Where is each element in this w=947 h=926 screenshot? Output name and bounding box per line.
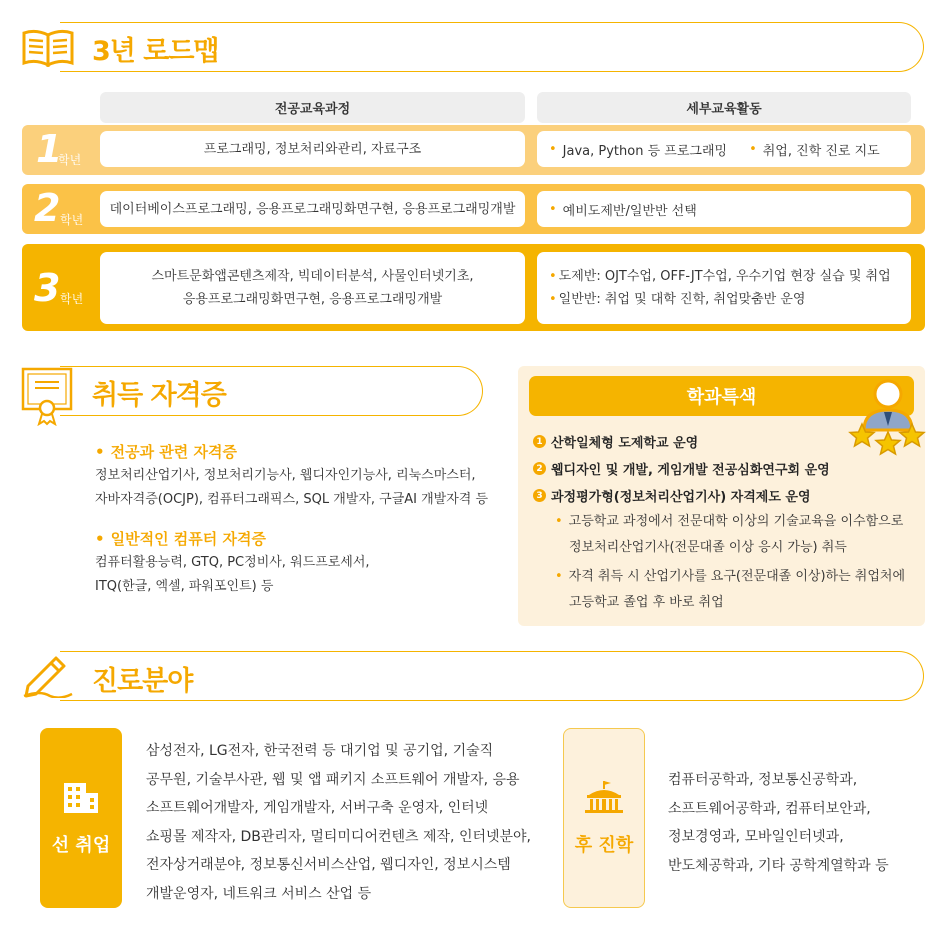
- year-3-curriculum: [100, 252, 525, 324]
- curriculum-text: 데이터베이스프로그래밍, 응용프로그래밍화면구현, 응용프로그래밍개발: [109, 201, 516, 217]
- study-line: 컴퓨터공학과, 정보통신공학과,: [668, 772, 858, 788]
- employment-line: 개발운영자, 네트워크 서비스 산업 등: [146, 885, 372, 902]
- employment-line: 소프트웨어개발자, 게임개발자, 서버구축 운영자, 인터넷: [146, 800, 489, 816]
- employment-line: 쇼핑몰 제작자, DB관리자, 멀티미디어컨텐츠 제작, 인터넷분야,: [146, 828, 532, 845]
- year-3-activities: [537, 252, 911, 324]
- sub-text: 고등학교 과정에서 전문대학 이상의 기술교육을 이수함으로: [568, 514, 904, 529]
- bullet-dot: •: [555, 569, 563, 584]
- curriculum-text: 응용프로그래밍화면구현, 응용프로그래밍개발: [182, 292, 443, 307]
- cert-line: 자바자격증(OCJP), 컴퓨터그래픽스, SQL 개발자, 구글AI 개발자격 등: [95, 492, 489, 507]
- pencil-icon: [20, 650, 76, 702]
- employment-box: [40, 728, 122, 908]
- year-1-row: [22, 125, 925, 175]
- major-cert-title: [95, 440, 488, 464]
- cert-line: 컴퓨터활용능력, GTQ, PC정비사, 워드프로세서,: [95, 555, 370, 570]
- feature-item-2: [533, 459, 830, 478]
- year-number: 2: [34, 186, 59, 230]
- curriculum-text: 프로그래밍, 정보처리와관리, 자료구조: [203, 141, 422, 157]
- feature-item-3: [533, 486, 811, 505]
- study-line: 반도체공학과, 기타 공학계열학과 등: [668, 857, 889, 874]
- year-2-row: [22, 184, 925, 234]
- bullet-dot: •: [555, 514, 563, 529]
- year-3-row: [22, 244, 925, 331]
- employment-list: [146, 737, 531, 908]
- sub-text: 자격 취득 시 산업기사를 요구(전문대졸 이상)하는 취업처에: [568, 569, 906, 584]
- year-number: 1: [36, 127, 61, 171]
- further-study-list: [668, 766, 889, 880]
- feature-text: 웹디자인 및 개발, 게임개발 전공심화연구회 운영: [551, 463, 830, 478]
- column-header-activities: 세부교육활동: [537, 92, 911, 123]
- bullet-dot: •: [549, 141, 557, 157]
- bullet-dot: •: [549, 201, 557, 217]
- general-cert-group: [95, 527, 370, 599]
- book-icon: [20, 27, 76, 71]
- feature-sub-item-1: [555, 509, 903, 561]
- activity-line: [549, 288, 805, 311]
- sub-line: [555, 509, 903, 535]
- employment-line: 전자상거래분야, 정보통신서비스산업, 웹디자인, 정보시스템: [146, 857, 511, 873]
- cert-line: 정보처리산업기사, 정보처리기능사, 웹디자인기능사, 리눅스마스터,: [95, 468, 476, 483]
- employment-line: 삼성전자, LG전자, 한국전력 등 대기업 및 공기업, 기술직: [146, 743, 494, 759]
- year-suffix: 학년: [58, 153, 82, 167]
- curriculum-text: 스마트문화앱콘텐츠제작, 빅데이터분석, 사물인터넷기초,: [151, 269, 474, 284]
- feature-text: 산학일체형 도제학교 운영: [551, 436, 699, 451]
- university-icon: [583, 779, 625, 819]
- sub-line: [555, 564, 905, 590]
- general-cert-title-text: 일반적인 컴퓨터 자격증: [110, 530, 266, 548]
- bullet-dot: •: [549, 292, 557, 307]
- activity-text: 예비도제반/일반반 선택: [562, 203, 697, 219]
- year-suffix: 학년: [60, 213, 84, 227]
- activity-text: 취업, 진학 진로 지도: [762, 143, 880, 159]
- column-header-curriculum: 전공교육과정: [100, 92, 525, 123]
- bullet-dot: •: [549, 269, 557, 284]
- year-number: 3: [34, 266, 59, 310]
- certs-title: 취득 자격증: [92, 380, 226, 411]
- feature-sub-item-2: [555, 564, 905, 616]
- major-cert-group: [95, 440, 488, 512]
- number-badge: 3: [533, 489, 546, 502]
- bullet-dot: •: [95, 443, 105, 461]
- general-cert-title: [95, 527, 370, 551]
- person-stars-icon: [848, 374, 926, 466]
- bullet-dot: •: [749, 141, 757, 157]
- activity-text: Java, Python 등 프로그래밍: [562, 143, 728, 159]
- activity-line: [549, 265, 891, 288]
- employment-line: 공무원, 기술부사관, 웹 및 앱 패키지 소프트웨어 개발자, 응용: [146, 771, 520, 788]
- certificate-icon: [20, 366, 74, 430]
- major-cert-title-text: 전공과 관련 자격증: [110, 443, 237, 461]
- career-title: 진로분야: [92, 666, 193, 697]
- bullet-dot: •: [95, 530, 105, 548]
- further-study-box: [563, 728, 645, 908]
- further-study-label: 후 진학: [574, 835, 634, 856]
- study-line: 소프트웨어공학과, 컴퓨터보안과,: [668, 800, 871, 817]
- feature-text: 과정평가형(정보처리산업기사) 자격제도 운영: [551, 490, 811, 505]
- year-suffix: 학년: [60, 292, 84, 306]
- employment-label: 선 취업: [51, 835, 111, 856]
- activity-text: 일반반: 취업 및 대학 진학, 취업맞춤반 운영: [558, 292, 806, 307]
- sub-line: 정보처리산업기사(전문대졸 이상 응시 가능) 취득: [569, 540, 847, 555]
- sub-line: 고등학교 졸업 후 바로 취업: [569, 595, 724, 610]
- year-2-activities: [537, 191, 911, 227]
- year-2-curriculum: [100, 191, 525, 227]
- year-1-curriculum: [100, 131, 525, 167]
- features-title: 학과특색: [529, 376, 914, 416]
- cert-line: ITQ(한글, 엑셀, 파워포인트) 등: [95, 579, 274, 594]
- number-badge: 1: [533, 435, 546, 448]
- activity-text: 도제반: OJT수업, OFF-JT수업, 우수기업 현장 실습 및 취업: [558, 269, 891, 284]
- number-badge: 2: [533, 462, 546, 475]
- feature-item-1: [533, 432, 698, 451]
- study-line: 정보경영과, 모바일인터넷과,: [668, 829, 844, 845]
- roadmap-title: 3년 로드맵: [92, 36, 219, 67]
- year-1-activities: [537, 131, 911, 167]
- building-icon: [62, 779, 100, 819]
